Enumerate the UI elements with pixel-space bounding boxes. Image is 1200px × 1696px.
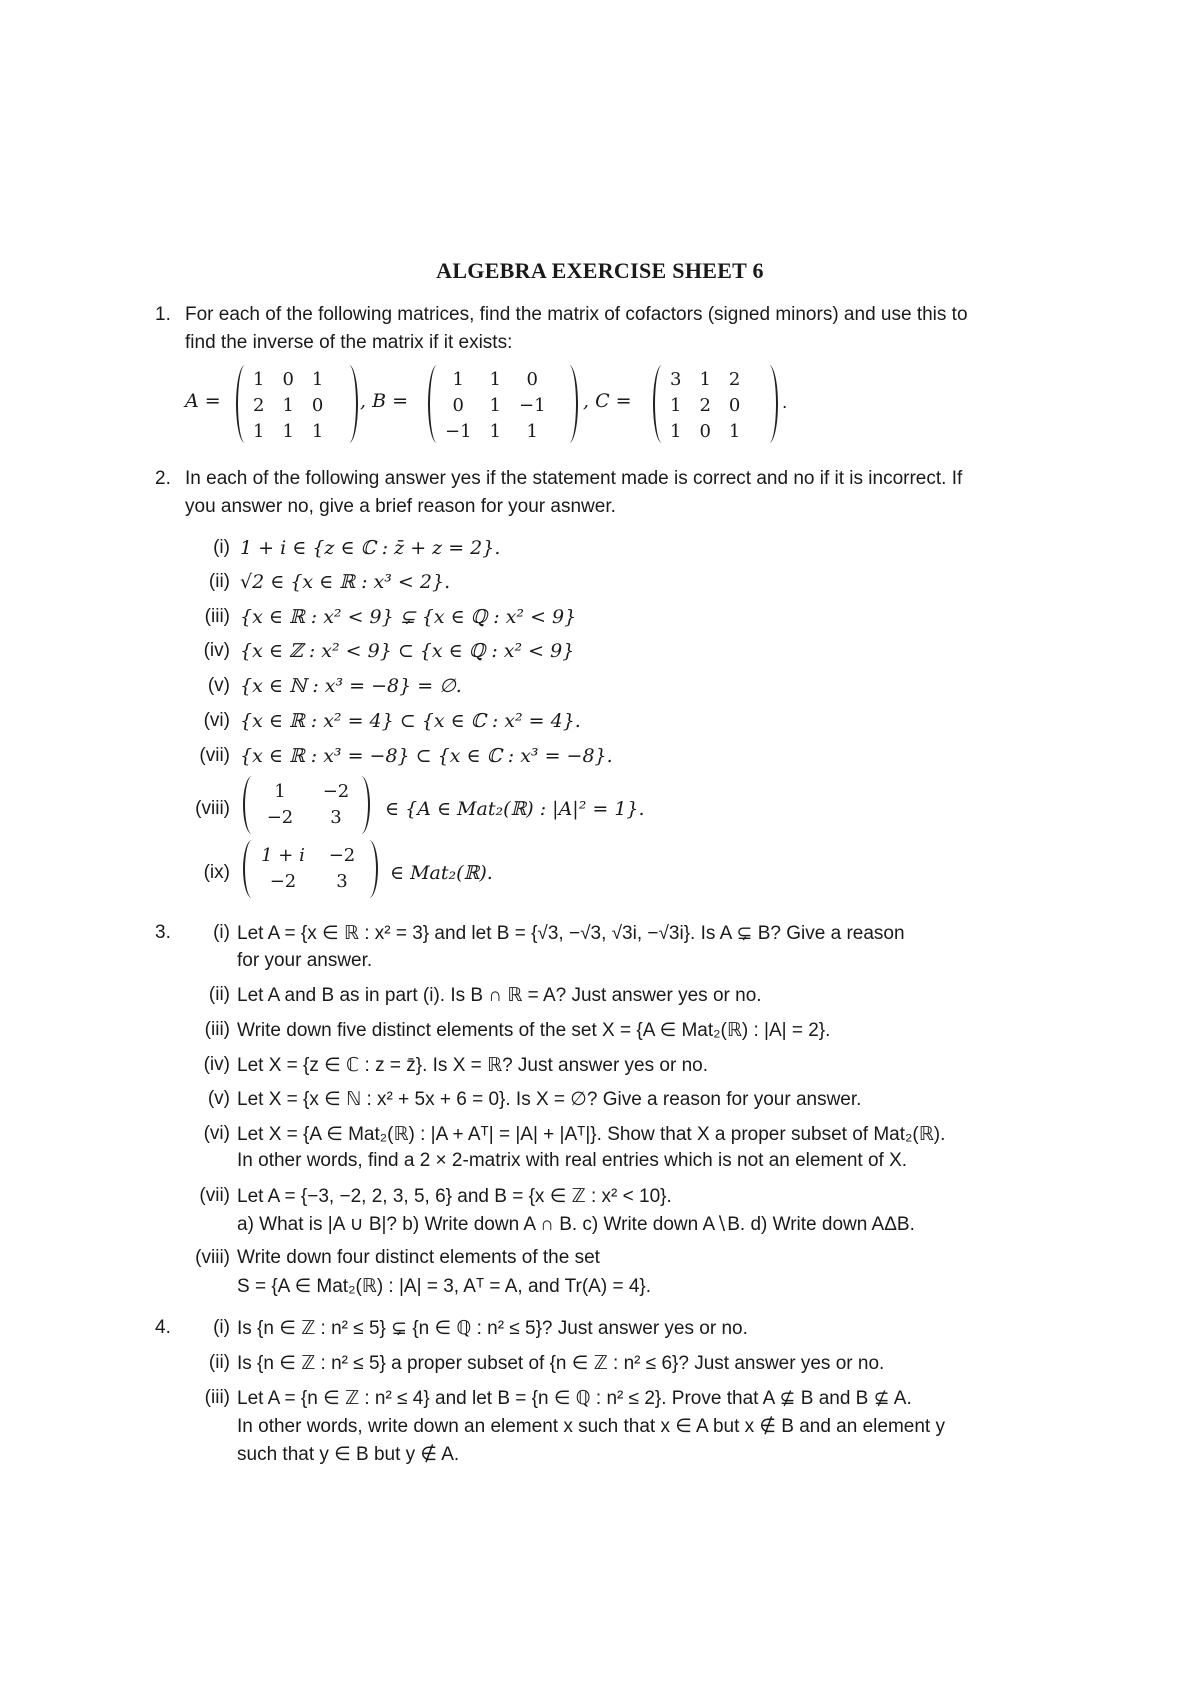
question-3-number: 3. [155, 922, 171, 943]
matrix-b-right-paren [560, 365, 578, 443]
q3-item-text: Let A = {−3, −2, 2, 3, 5, 6} and B = {x ∈ ℤ : x² < 10}. [237, 1186, 672, 1207]
question-1-number: 1. [155, 304, 171, 325]
q3-item-label: (v) [207, 1088, 230, 1109]
q2-item-text: ∈ Mat₂(ℝ). [390, 862, 493, 884]
matrix-ix-right-paren [360, 840, 378, 898]
matrix-a-label: A = [185, 390, 221, 412]
question-1-text-line-1: For each of the following matrices, find the matrix of cofactors (signed minors) and use this to [185, 304, 968, 325]
q2-item-text: {x ∈ ℝ : x³ = −8} ⊂ {x ∈ ℂ : x³ = −8}. [240, 745, 613, 767]
matrix-list-end: . [782, 392, 788, 413]
q2-item-label: (vi) [203, 710, 230, 731]
matrix-viii-right-paren [352, 776, 370, 834]
q2-item-text: {x ∈ ℤ : x² < 9} ⊂ {x ∈ ℚ : x² < 9} [240, 640, 575, 662]
q3-item-label: (vi) [203, 1123, 230, 1144]
q2-item-text: {x ∈ ℝ : x² < 9} ⊊ {x ∈ ℚ : x² < 9} [240, 606, 577, 628]
q3-item-text: a) What is |A ∪ B|? b) Write down A ∩ B. c) Write down A∖B. d) Write down AΔB. [237, 1214, 915, 1235]
question-1-text-line-2: find the inverse of the matrix if it exists: [185, 332, 513, 353]
q4-item-label: (i) [213, 1317, 230, 1338]
q4-item-label: (iii) [204, 1387, 230, 1408]
matrix-b-label: , B = [360, 390, 409, 412]
question-4-number: 4. [155, 1317, 171, 1338]
q3-item-label: (iii) [204, 1019, 230, 1040]
q3-item-text: Let X = {x ∈ ℕ : x² + 5x + 6 = 0}. Is X = ∅? Give a reason for your answer. [237, 1089, 862, 1110]
q2-item-text: ∈ {A ∈ Mat₂(ℝ) : |A|² = 1}. [385, 798, 645, 820]
matrix-b: 1 1 0 0 1 −1 −1 1 1 [445, 368, 546, 442]
q4-item-text: Is {n ∈ ℤ : n² ≤ 5} a proper subset of {n ∈ ℤ : n² ≤ 6}? Just answer yes or no. [237, 1353, 885, 1374]
q2-item-label: (iv) [203, 640, 230, 661]
question-2-number: 2. [155, 468, 171, 489]
q3-item-text: Let A and B as in part (i). Is B ∩ ℝ = A? Just answer yes or no. [237, 985, 762, 1006]
q3-item-text: Let A = {x ∈ ℝ : x² = 3} and let B = {√3, −√3, √3i, −√3i}. Is A ⊊ B? Give a reason [237, 923, 905, 944]
q2-item-text: √2 ∈ {x ∈ ℝ : x³ < 2}. [240, 571, 451, 593]
q2-item-text: {x ∈ ℝ : x² = 4} ⊂ {x ∈ ℂ : x² = 4}. [240, 710, 581, 732]
matrix-c: 3 1 2 1 2 0 1 0 1 [670, 368, 741, 442]
q3-item-text: Let X = {A ∈ Mat₂(ℝ) : |A + Aᵀ| = |A| + |Aᵀ|}. Show that X a proper subset of Mat₂(ℝ). [237, 1124, 946, 1145]
matrix-viii: 1 −2 −2 3 [266, 780, 350, 828]
matrix-c-label: , C = [583, 390, 632, 412]
q3-item-text: for your answer. [237, 950, 373, 971]
q2-item-label: (i) [213, 537, 230, 558]
q3-item-text: In other words, find a 2 × 2-matrix with real entries which is not an element of X. [237, 1150, 908, 1171]
question-2-text-line-1: In each of the following answer yes if the statement made is correct and no if it is incorrect. If [185, 468, 963, 489]
q2-item-label: (viii) [195, 798, 230, 819]
q3-item-label: (viii) [195, 1247, 230, 1268]
matrix-a: 1 0 1 2 1 0 1 1 1 [253, 368, 324, 442]
matrix-c-right-paren [760, 365, 778, 443]
q2-item-label: (v) [207, 675, 230, 696]
q2-item-text: 1 + i ∈ {z ∈ ℂ : z̄ + z = 2}. [240, 537, 501, 559]
q3-item-label: (i) [213, 922, 230, 943]
q4-item-text: In other words, write down an element x such that x ∈ A but x ∉ B and an element y [237, 1416, 945, 1437]
q2-item-text: {x ∈ ℕ : x³ = −8} = ∅. [240, 675, 462, 697]
q2-item-label: (ii) [208, 571, 230, 592]
q3-item-label: (iv) [203, 1054, 230, 1075]
matrix-ix: 1 + i −2 −2 3 [261, 844, 356, 892]
sheet-title: ALGEBRA EXERCISE SHEET 6 [436, 258, 764, 283]
q4-item-text: such that y ∈ B but y ∉ A. [237, 1444, 460, 1465]
q3-item-text: Let X = {z ∈ ℂ : z = z̄}. Is X = ℝ? Just answer yes or no. [237, 1055, 708, 1076]
q3-item-text: S = {A ∈ Mat₂(ℝ) : |A| = 3, Aᵀ = A, and Tr(A) = 4}. [237, 1276, 652, 1297]
q2-item-label: (vii) [199, 745, 230, 766]
q4-item-text: Is {n ∈ ℤ : n² ≤ 5} ⊊ {n ∈ ℚ : n² ≤ 5}? Just answer yes or no. [237, 1318, 748, 1339]
q4-item-label: (ii) [208, 1352, 230, 1373]
q3-item-label: (vii) [199, 1185, 230, 1206]
q3-item-label: (ii) [208, 984, 230, 1005]
matrix-a-right-paren [340, 365, 358, 443]
q3-item-text: Write down four distinct elements of the set [237, 1247, 600, 1268]
q3-item-text: Write down five distinct elements of the set X = {A ∈ Mat₂(ℝ) : |A| = 2}. [237, 1020, 831, 1041]
question-2-text-line-2: you answer no, give a brief reason for your asnwer. [185, 496, 616, 517]
q4-item-text: Let A = {n ∈ ℤ : n² ≤ 4} and let B = {n ∈ ℚ : n² ≤ 2}. Prove that A ⊈ B and B ⊈ A. [237, 1388, 912, 1409]
q2-item-label: (iii) [204, 606, 230, 627]
q2-item-label: (ix) [203, 862, 230, 883]
